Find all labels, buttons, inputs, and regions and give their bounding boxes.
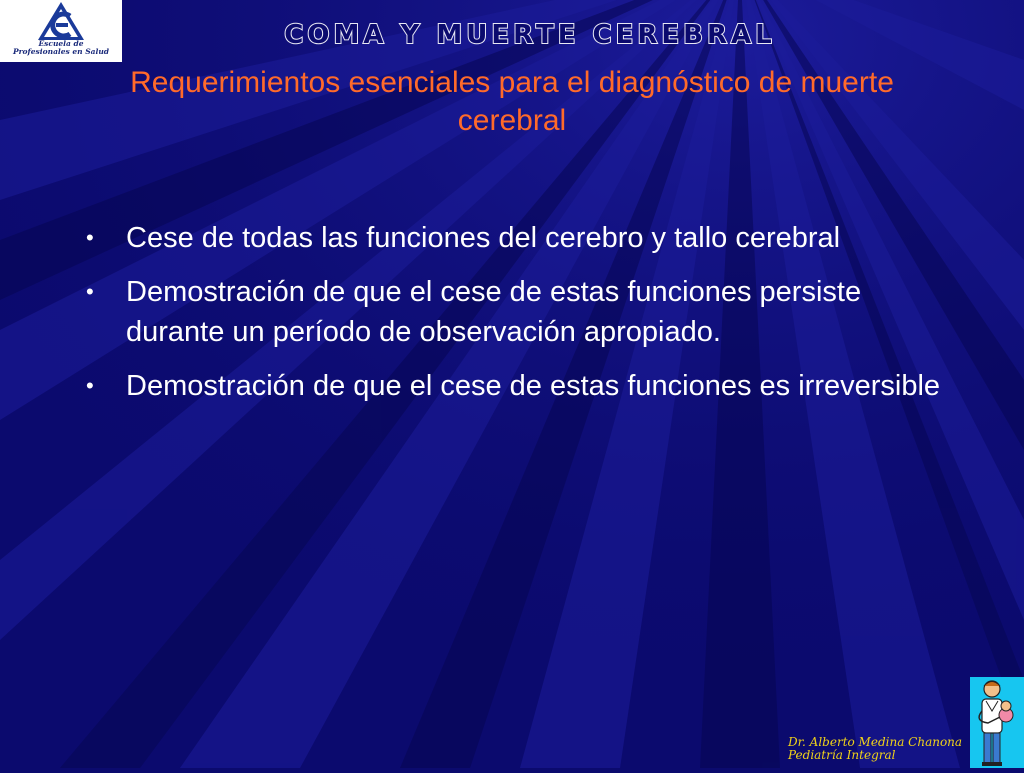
logo-line-2: Profesionales en Salud [12, 47, 110, 56]
bullet-marker: • [86, 373, 94, 398]
slide-title: Requerimientos esenciales para el diagnóstico de muerte cerebral [130, 66, 894, 137]
bullet-text: Cese de todas las funciones del cerebro y tallo cerebral [126, 222, 841, 254]
bullet-text: Demostración de que el cese de estas funciones persiste durante un período de observación apropiado. [126, 276, 862, 348]
doctor-illustration [970, 677, 1024, 768]
bullet-text: Demostración de que el cese de estas funciones es irreversible [126, 370, 941, 402]
doctor-with-baby-icon [970, 677, 1024, 768]
bullet-item [82, 366, 942, 406]
logo-line-1: Escuela de [38, 39, 84, 48]
department-name: Pediatría Integral [788, 748, 896, 762]
footer-credit [788, 736, 968, 762]
bullet-item [82, 218, 942, 258]
bullet-list [82, 218, 942, 420]
school-logo [0, 0, 122, 62]
slide-heading: COMA Y MUERTE CEREBRAL [284, 20, 776, 50]
author-name: Dr. Alberto Medina Chanona [788, 735, 963, 749]
bullet-item [82, 272, 942, 352]
bullet-marker: • [86, 225, 94, 250]
bullet-marker: • [86, 279, 94, 304]
